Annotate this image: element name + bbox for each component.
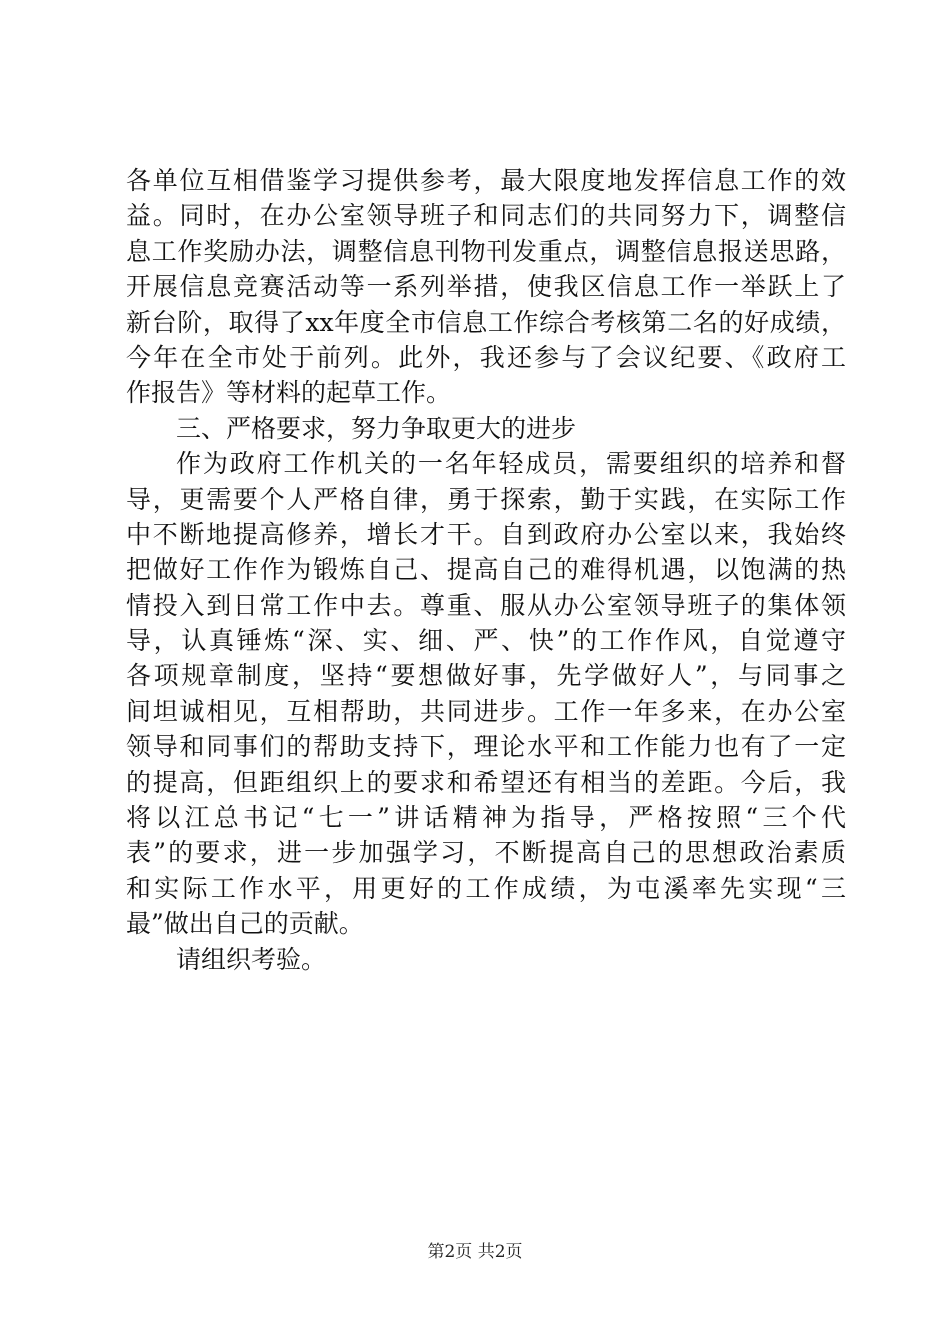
- text-line: 最”做出自己的贡献。: [126, 909, 364, 939]
- text-line: 益。同时，在办公室领导班子和同志们的共同努力下，调整信: [126, 201, 846, 231]
- text-line: 把做好工作作为锻炼自己、提高自己的难得机遇，以饱满的热: [126, 555, 846, 585]
- text-line: 情投入到日常工作中去。尊重、服从办公室领导班子的集体领: [126, 590, 846, 620]
- document-body: [126, 163, 846, 977]
- text-line: 领导和同事们的帮助支持下，理论水平和工作能力也有了一定: [126, 732, 846, 762]
- text-line: 开展信息竞赛活动等一系列举措，使我区信息工作一举跃上了: [126, 272, 846, 302]
- text-line: 今年在全市处于前列。此外，我还参与了会议纪要、《政府工: [126, 342, 846, 372]
- text-line: 请组织考验。: [176, 944, 327, 974]
- text-line: 息工作奖励办法，调整信息刊物刊发重点，调整信息报送思路，: [126, 236, 846, 266]
- text-line: 新台阶，取得了xx年度全市信息工作综合考核第二名的好成绩，: [126, 307, 846, 337]
- text-line: 作为政府工作机关的一名年轻成员，需要组织的培养和督: [176, 449, 846, 479]
- text-line: 各项规章制度，坚持“要想做好事，先学做好人”，与同事之: [126, 661, 846, 691]
- text-line: 三、严格要求，努力争取更大的进步: [176, 413, 577, 443]
- text-line: 导，更需要个人严格自律，勇于探索，勤于实践，在实际工作: [126, 484, 846, 514]
- text-line: 将以江总书记“七一”讲话精神为指导，严格按照“三个代: [126, 803, 846, 833]
- text-line: 间坦诚相见，互相帮助，共同进步。工作一年多来，在办公室: [126, 696, 846, 726]
- text-line: 导，认真锤炼“深、实、细、严、快”的工作作风，自觉遵守: [126, 626, 846, 656]
- text-line: 中不断地提高修养，增长才干。自到政府办公室以来，我始终: [126, 519, 846, 549]
- text-line: 作报告》等材料的起草工作。: [126, 378, 452, 408]
- text-line: 的提高，但距组织上的要求和希望还有相当的差距。今后，我: [126, 767, 846, 797]
- text-line: 表”的要求，进一步加强学习，不断提高自己的思想政治素质: [126, 838, 846, 868]
- page-footer: 第2页 共2页: [427, 1242, 523, 1262]
- text-line: 各单位互相借鉴学习提供参考，最大限度地发挥信息工作的效: [126, 166, 846, 195]
- text-line: 和实际工作水平，用更好的工作成绩，为屯溪率先实现“三: [126, 873, 846, 903]
